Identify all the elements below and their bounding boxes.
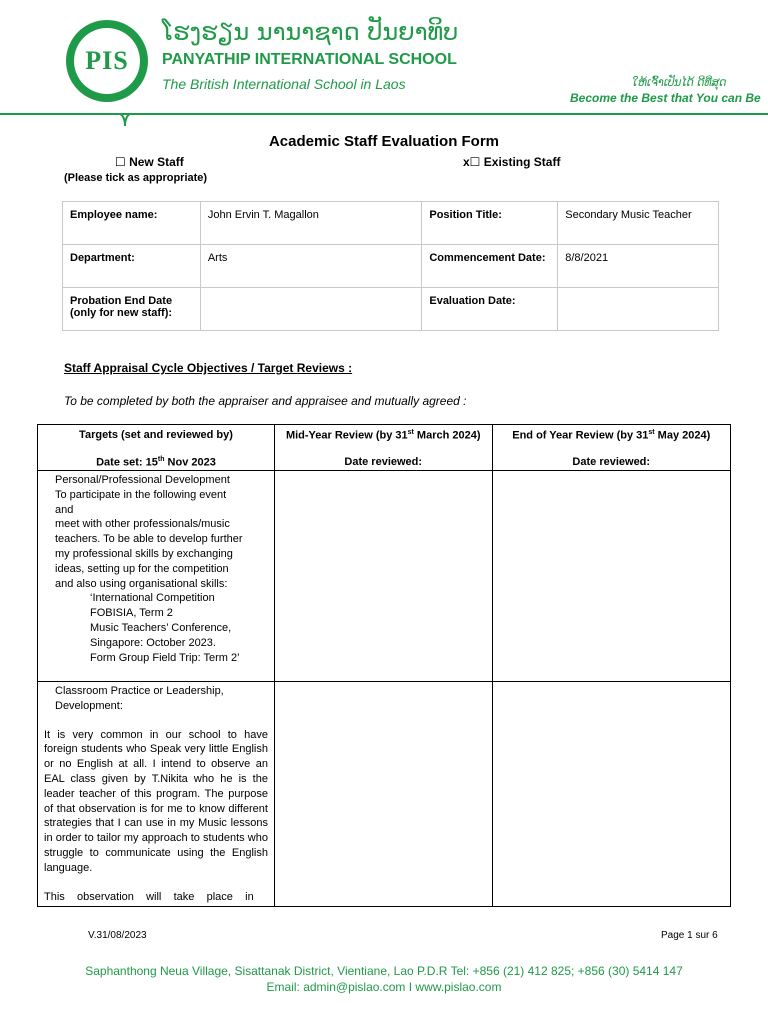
probation-label-line1: Probation End Date — [70, 295, 173, 307]
end-year-head: End of Year Review (by 31st May 2024) — [512, 429, 711, 442]
school-logo — [66, 20, 148, 102]
table-row — [38, 682, 731, 907]
target-personal-development[interactable]: Personal/Professional Development To participate in the following event and meet with other professionals/music teachers. To be able to develop further my professional skills by exchanging ideas, setting up for the competition and also using organisational skills: ‘International Competition FOBISIA, Term 2 Music Teachers’ Conference, Singapore: October 2023. Form Group Field Trip: Term 2’ — [38, 471, 275, 682]
mid-year-column-header — [274, 425, 492, 471]
header-divider — [0, 113, 768, 115]
table-row — [63, 288, 719, 331]
mid-year-head: Mid-Year Review (by 31st March 2024) — [285, 429, 481, 442]
mid-year-date-reviewed: Date reviewed: — [344, 456, 423, 468]
end-year-column-header — [492, 425, 731, 471]
school-motto: Become the Best that You can Be — [570, 91, 761, 105]
target-classroom-practice[interactable]: Classroom Practice or Leadership, Development: It is very common in our school to have foreign students who Speak very little English or no English at all. I intend to observe an EAL class given by T.Nikita who he is the leader teacher of this program. The purpose of that observation is for me to know different strategies that I can use in my Music lessons in order to tailor my approach to students who struggle to communicate using the English language. This observation will take place in — [38, 682, 275, 907]
table-row — [38, 471, 731, 682]
section-title: Staff Appraisal Cycle Objectives / Target Reviews : — [64, 361, 353, 375]
classroom-practice-body: It is very common in our school to have foreign students who Speak very little English or no English at all. I intend to observe an EAL class given by T.Nikita who he is the leader teacher of this program. The purpose of that observation is for me to know different strategies that I can use in my Music lessons in order to tailor my approach to students who struggle to communicate using the English language. — [44, 728, 268, 874]
school-subtitle: The British International School in Laos — [162, 76, 406, 92]
table-row — [63, 245, 719, 288]
lao-school-title: ໂຮງຮຽນ ນານາຊາດ ປັນຍາທິບ — [162, 18, 459, 46]
department-value[interactable]: Arts — [200, 245, 422, 288]
mid-year-review-cell[interactable] — [274, 682, 492, 907]
probation-label-line2: (only for new staff): — [70, 307, 173, 319]
classroom-practice-tail: This observation will take place in — [44, 890, 254, 903]
section-note: To be completed by both the appraiser and appraisee and mutually agreed : — [64, 394, 467, 408]
table-header-row — [38, 425, 731, 471]
mid-year-review-cell[interactable] — [274, 471, 492, 682]
school-email: Email: admin@pislao.com I www.pislao.com — [266, 980, 502, 994]
divider-leaf-icon — [118, 113, 132, 127]
new-staff-checkbox[interactable]: ☐ New Staff — [115, 155, 184, 169]
lao-motto: ໃຫ້ເຈົ້າເປັນໄດ້ ດີທີ່ສຸດ — [632, 76, 727, 89]
school-address: Saphanthong Neua Village, Sisattanak District, Vientiane, Lao P.D.R Tel: +856 (21) 412 825; +856 (30) 5414 147 — [85, 964, 683, 978]
end-year-review-cell[interactable] — [492, 471, 731, 682]
department-label: Department: — [63, 245, 201, 288]
evaluation-label: Evaluation Date: — [422, 288, 558, 331]
form-title: Academic Staff Evaluation Form — [268, 133, 500, 150]
commencement-label: Commencement Date: — [422, 245, 558, 288]
page-number: Page 1 sur 6 — [661, 930, 718, 941]
logo-inner — [74, 28, 140, 94]
tick-note: (Please tick as appropriate) — [64, 172, 208, 184]
existing-staff-checkbox[interactable]: x☐ Existing Staff — [463, 155, 561, 169]
end-year-review-cell[interactable] — [492, 682, 731, 907]
position-value[interactable]: Secondary Music Teacher — [558, 202, 719, 245]
date-set: Date set: 15th Nov 2023 — [96, 456, 216, 469]
end-year-date-reviewed: Date reviewed: — [572, 456, 651, 468]
school-name: PANYATHIP INTERNATIONAL SCHOOL — [162, 51, 457, 68]
targets-column-header — [38, 425, 275, 471]
targets-table — [37, 424, 731, 907]
version-label: V.31/08/2023 — [88, 930, 147, 941]
probation-value[interactable] — [200, 288, 422, 331]
commencement-value[interactable]: 8/8/2021 — [558, 245, 719, 288]
position-label: Position Title: — [422, 202, 558, 245]
evaluation-value[interactable] — [558, 288, 719, 331]
probation-label — [63, 288, 201, 331]
table-row — [63, 202, 719, 245]
targets-head: Targets (set and reviewed by) — [79, 429, 233, 441]
employee-name-value[interactable]: John Ervin T. Magallon — [200, 202, 422, 245]
employee-name-label: Employee name: — [63, 202, 201, 245]
logo-text: PIS — [85, 46, 129, 75]
employee-info-table — [62, 201, 719, 331]
